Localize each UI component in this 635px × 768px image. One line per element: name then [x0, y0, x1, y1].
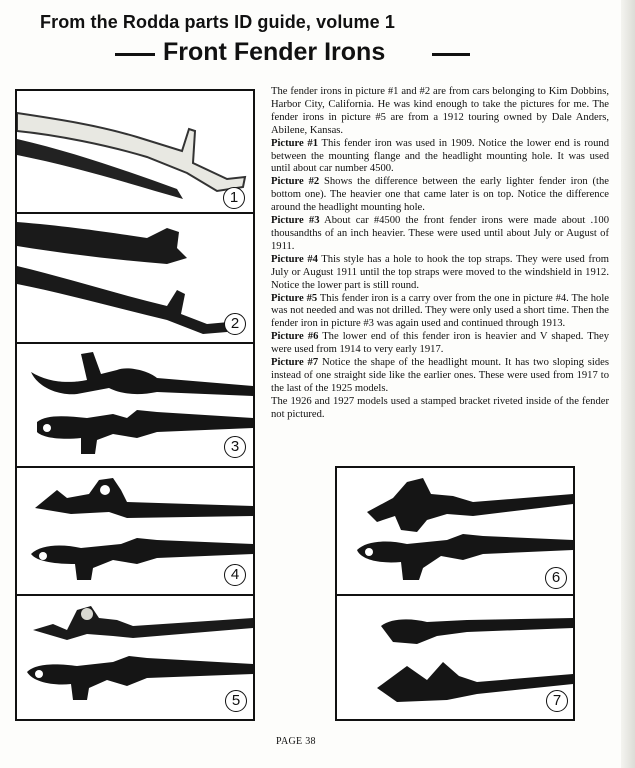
fender-iron-image-2 — [17, 214, 253, 342]
photo-number-2: 2 — [224, 313, 246, 335]
photo-number-7: 7 — [546, 690, 568, 712]
photo-1 — [15, 89, 255, 214]
paragraph-picture-6: Picture #6 The lower end of this fender iron is heavier and V shaped. They were used from 1914 to very early 1917. — [271, 331, 609, 356]
fender-iron-image-3 — [17, 344, 253, 466]
photo-number-3: 3 — [224, 436, 246, 458]
page-header: From the Rodda parts ID guide, volume 1 — [40, 12, 395, 32]
paragraph-closing: The 1926 and 1927 models used a stamped bracket riveted inside of the fender not pictured. — [271, 395, 609, 420]
photo-number-4: 4 — [224, 564, 246, 586]
paragraph-picture-1: Picture #1 This fender iron was used in 1909. Notice the lower end is round between the mounting flange and the headlight mounting hole. It was used until about car number 4500. — [271, 137, 609, 175]
photo-3 — [15, 342, 255, 468]
fender-iron-image-7 — [337, 596, 573, 719]
title-rule-right — [432, 53, 470, 56]
title-rule-left — [115, 53, 155, 56]
fender-iron-image-4 — [17, 468, 253, 594]
paragraph-picture-3: Picture #3 About car #4500 the front fender irons were made about .100 thousandths of an inch heavier. These were used until about July or August of 1911. — [271, 215, 609, 252]
paragraph-picture-2: Picture #2 Shows the difference between the early lighter fender iron (the bottom one). The heavier one that came later is on top. Notice the difference around the headlight mounting hole. — [271, 176, 609, 214]
photo-7 — [335, 594, 575, 721]
paragraph-picture-5: Picture #5 This fender iron is a carry over from the one in picture #4. The hole was not needed and was not drilled. They were only used a short time. Then the fender iron in picture #3 was again used and continued through 1913. — [271, 292, 610, 330]
photo-number-5: 5 — [225, 690, 247, 712]
photo-number-1: 1 — [223, 187, 245, 209]
paragraph-intro: The fender irons in picture #1 and #2 are from cars belonging to Kim Dobbins, Harbor City, California. He was kind enough to take the pictures for me. The fender irons in picture #5 are from a 1912 touring owned by Dale Anders, Abilene, Kansas. — [271, 86, 609, 136]
photo-4 — [15, 466, 255, 596]
photo-2 — [15, 212, 255, 344]
title-row — [0, 36, 635, 70]
paragraph-picture-7: Picture #7 Notice the shape of the headlight mount. It has two sloping sides instead of one straight side like the earlier ones. These were used from 1917 to the last of the 1925 models. — [271, 357, 609, 394]
page-number: PAGE 38 — [276, 736, 316, 747]
page-edge-shadow — [621, 0, 635, 768]
photo-number-6: 6 — [545, 567, 567, 589]
fender-iron-image-1 — [17, 91, 253, 212]
photo-6 — [335, 466, 575, 596]
fender-iron-image-6 — [337, 468, 573, 594]
paragraph-picture-4: Picture #4 This style has a hole to hook the top straps. They were used from July or August 1911 until the top straps were moved to the windshield in 1912. Notice the lower part is still round. — [271, 253, 610, 291]
page-title: Front Fender Irons — [163, 38, 386, 66]
photo-5 — [15, 594, 255, 721]
article-body — [271, 86, 609, 422]
fender-iron-image-5 — [17, 596, 253, 719]
